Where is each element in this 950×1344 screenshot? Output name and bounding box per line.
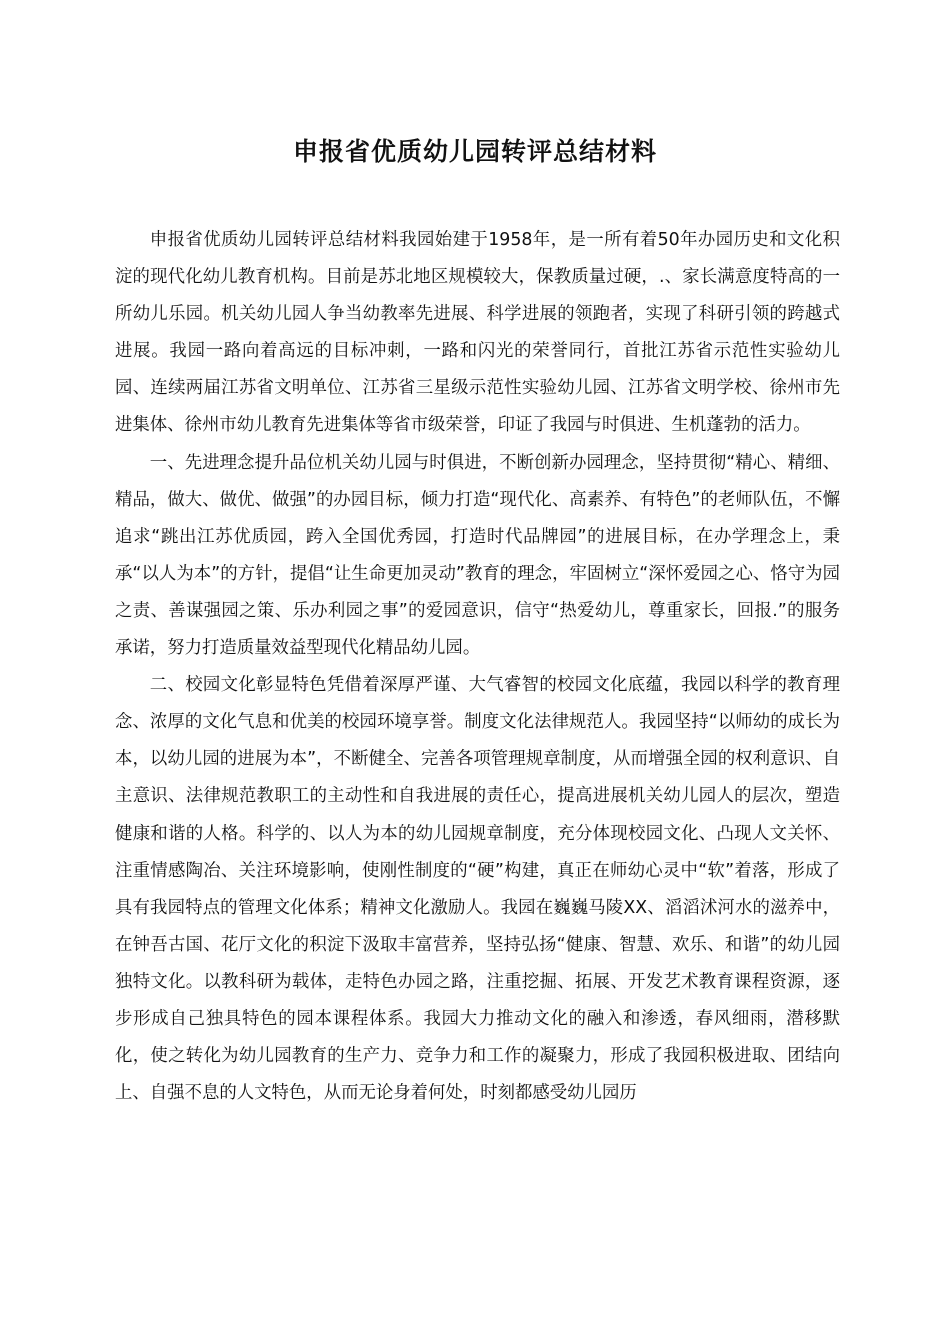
paragraph-section-one: 一、先进理念提升品位机关幼儿园与时俱进，不断创新办园理念，坚持贯彻“精心、精细、精品，做大、做优、做强”的办园目标，倾力打造“现代化、高素养、有特色”的老师队伍，不懈追求“跳出江苏优质园，跨入全国优秀园，打造时代品牌园”的进展目标，在办学理念上，秉承“以人为本”的方针，提倡“让生命更加灵动”教育的理念，牢固树立“深怀爱园之心、恪守为园之责、善谋强园之策、乐办利园之事”的爱园意识，信守“热爱幼儿，尊重家长，回报.”的服务承诺，努力打造质量效益型现代化精品幼儿园。 (115, 452, 840, 659)
paragraph-intro: 申报省优质幼儿园转评总结材料我园始建于1958年，是一所有着50年办园历史和文化积淀的现代化幼儿教育机构。目前是苏北地区规模较大，保教质量过硬，.、家长满意度特高的一所幼儿乐园。机关幼儿园人争当幼教率先进展、科学进展的领跑者，实现了科研引领的跨越式进展。我园一路向着高远的目标冲刺，一路和闪光的荣誉同行，首批江苏省示范性实验幼儿园、连续两届江苏省文明单位、江苏省三星级示范性实验幼儿园、江苏省文明学校、徐州市先进集体、徐州市幼儿教育先进集体等省市级荣誉，印证了我园与时俱进、生机蓬勃的活力。 (115, 230, 840, 436)
document-title: 申报省优质幼儿园转评总结材料 (292, 137, 657, 166)
document-body (115, 222, 840, 1112)
paragraph-section-two: 二、校园文化彰显特色凭借着深厚严谨、大气睿智的校园文化底蕴，我园以科学的教育理念、浓厚的文化气息和优美的校园环境享誉。制度文化法律规范人。我园坚持“以师幼的成长为本，以幼儿园的进展为本”，不断健全、完善各项管理规章制度，从而增强全园的权利意识、自主意识、法律规范教职工的主动性和自我进展的责任心，提高进展机关幼儿园人的层次，塑造健康和谐的人格。科学的、以人为本的幼儿园规章制度，充分体现校园文化、凸现人文关怀、注重情感陶冶、关注环境影响，使刚性制度的“硬”构建，真正在师幼心灵中“软”着落，形成了具有我园特点的管理文化体系；精神文化激励人。我园在巍巍马陵XX、滔滔沭河水的滋养中，在钟吾古国、花厅文化的积淀下汲取丰富营养，坚持弘扬“健康、智慧、欢乐、和谐”的幼儿园独特文化。以教科研为载体，走特色办园之路，注重挖掘、拓展、开发艺术教育课程资源，逐步形成自己独具特色的园本课程体系。我园大力推动文化的融入和渗透，春风细雨，潜移默化，使之转化为幼儿园教育的生产力、竞争力和工作的凝聚力，形成了我园积极进取、团结向上、自强不息的人文特色，从而无论身着何处，时刻都感受幼儿园历 (115, 675, 840, 1104)
